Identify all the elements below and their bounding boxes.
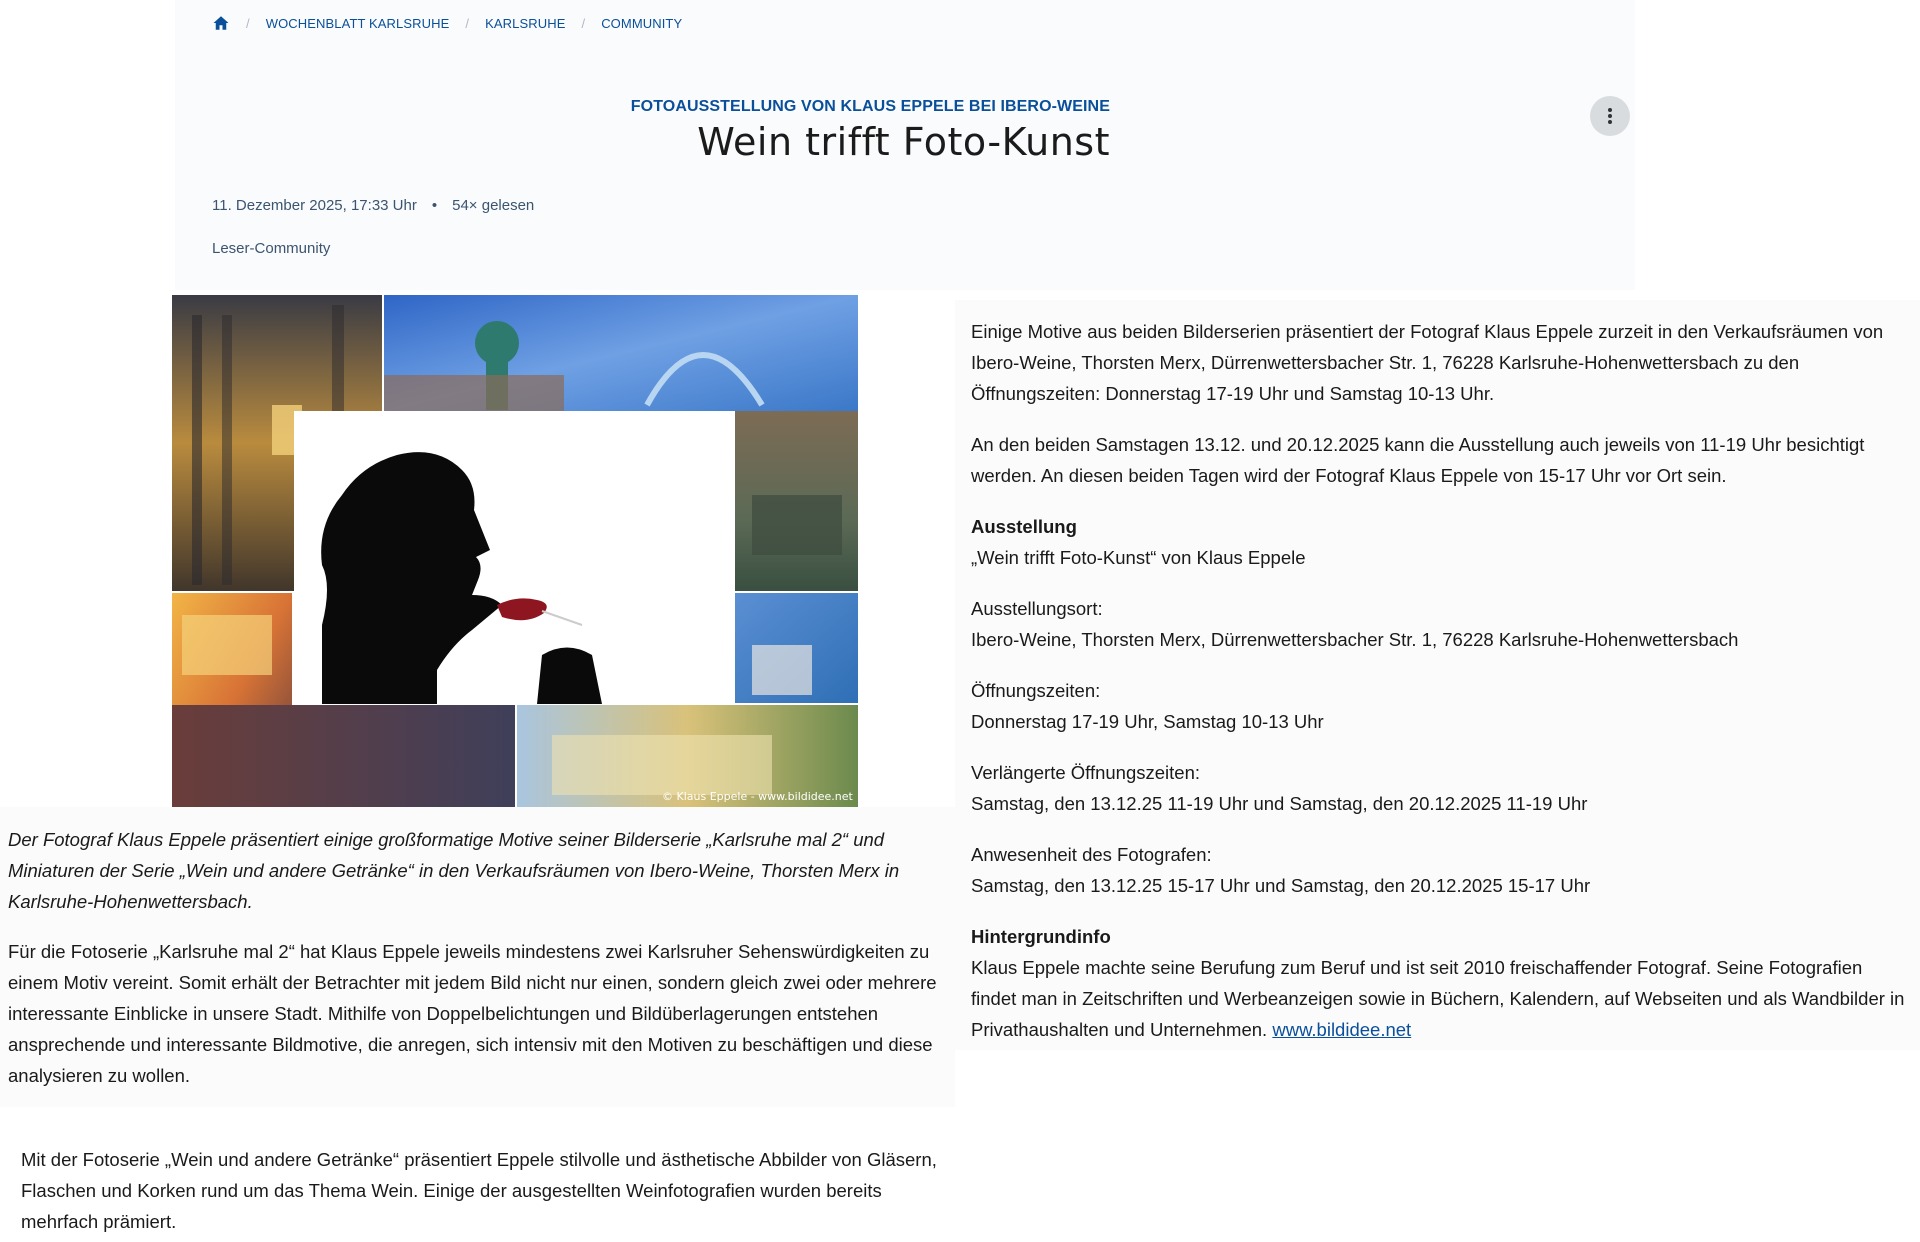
background-info-block: [971, 921, 1911, 1045]
extended-hours-label: Verlängerte Öffnungszeiten:: [971, 762, 1201, 783]
article-title: Wein trifft Foto-Kunst: [697, 120, 1110, 164]
opening-hours-label: Öffnungszeiten:: [971, 680, 1101, 701]
category-link[interactable]: Leser-Community: [212, 240, 331, 257]
opening-hours-block: [971, 675, 1911, 737]
breadcrumb-item-wochenblatt[interactable]: WOCHENBLATT KARLSRUHE: [265, 15, 450, 31]
extended-hours-block: [971, 757, 1911, 819]
breadcrumb-item-community[interactable]: COMMUNITY: [601, 15, 683, 31]
image-watermark: © Klaus Eppele - www.bildidee.net: [662, 790, 853, 803]
article-paragraph: Einige Motive aus beiden Bilderserien präsentiert der Fotograf Klaus Eppele zurzeit in den Verkaufsräumen von Ibero-Weine, Thorsten Merx, Dürrenwettersbacher Str. 1, 76228 Karlsruhe-Hohenwettersbach zu den Öffnungszeiten: Donnerstag 17-19 Uhr und Samstag 10-13 Uhr.: [971, 321, 1884, 404]
article-meta: [212, 197, 534, 214]
article-paragraph: Mit der Fotoserie „Wein und andere Getränke“ präsentiert Eppele stilvolle und ästhetische Abbilder von Gläsern, Flaschen und Korken rund um das Thema Wein. Einige der ausgestellten Weinfotografien wurden bereits mehrfach prämiert.: [21, 1149, 937, 1232]
publish-date: 11. Dezember 2025, 17:33 Uhr: [212, 197, 417, 214]
photographer-presence-block: [971, 839, 1911, 901]
article-collage-image[interactable]: [172, 295, 858, 807]
more-vert-icon: [1607, 107, 1613, 125]
article-details: [971, 316, 1911, 1065]
location-block: [971, 593, 1911, 655]
breadcrumb-separator: /: [465, 15, 470, 31]
website-link[interactable]: www.bildidee.net: [1272, 1019, 1412, 1040]
location-value: Ibero-Weine, Thorsten Merx, Dürrenwettersbacher Str. 1, 76228 Karlsruhe-Hohenwettersbach: [971, 629, 1739, 650]
photographer-presence-value: Samstag, den 13.12.25 15-17 Uhr und Samstag, den 20.12.2025 15-17 Uhr: [971, 875, 1591, 896]
article-kicker: FOTOAUSSTELLUNG VON KLAUS EPPELE BEI IBERO-WEINE: [630, 98, 1110, 115]
extended-hours-value: Samstag, den 13.12.25 11-19 Uhr und Samstag, den 20.12.2025 11-19 Uhr: [971, 793, 1588, 814]
exhibition-block: [971, 511, 1911, 573]
breadcrumb-separator: /: [581, 15, 586, 31]
exhibition-value: „Wein trifft Foto-Kunst“ von Klaus Eppele: [971, 547, 1306, 568]
meta-separator: •: [431, 197, 438, 214]
breadcrumb-item-karlsruhe[interactable]: KARLSRUHE: [485, 15, 566, 31]
image-caption: Der Fotograf Klaus Eppele präsentiert einige großformatige Motive seiner Bilderserie „Karlsruhe mal 2“ und Miniaturen der Serie „Wein und andere Getränke“ in den Verkaufsräumen von Ibero-Weine, Thorsten Merx in Karlsruhe-Hohenwettersbach.: [8, 829, 900, 912]
background-info-label: Hintergrundinfo: [971, 926, 1111, 947]
opening-hours-value: Donnerstag 17-19 Uhr, Samstag 10-13 Uhr: [971, 711, 1324, 732]
read-count: 54× gelesen: [452, 197, 535, 214]
article-paragraph: Für die Fotoserie „Karlsruhe mal 2“ hat Klaus Eppele jeweils mindestens zwei Karlsruher Sehenswürdigkeiten zu einem Motiv vereint. Somit erhält der Betrachter mit jedem Bild nicht nur einen, sondern gleich zwei oder mehrere interessante Einblicke in unsere Stadt. Mithilfe von Doppelbelichtungen und Bildüberlagerungen entstehen ansprechende und interessante Bildmotive, die anregen, sich intensiv mit den Motiven zu beschäftigen und diese analysieren zu wollen.: [8, 941, 937, 1086]
photographer-presence-label: Anwesenheit des Fotografen:: [971, 844, 1212, 865]
more-options-button[interactable]: [1590, 96, 1630, 136]
breadcrumb: [212, 14, 682, 32]
background-info-text: Klaus Eppele machte seine Berufung zum Beruf und ist seit 2010 freischaffender Fotograf. Seine Fotografien findet man in Zeitschriften und Werbeanzeigen sowie in Büchern, Kalendern, auf Webseiten und als Wandbilder in Privathaushalten und Unternehmen.: [971, 957, 1905, 1040]
home-icon[interactable]: [212, 14, 230, 32]
location-label: Ausstellungsort:: [971, 598, 1103, 619]
breadcrumb-separator: /: [246, 15, 250, 31]
exhibition-label: Ausstellung: [971, 516, 1077, 537]
article-paragraph: An den beiden Samstagen 13.12. und 20.12.2025 kann die Ausstellung auch jeweils von 11-19 Uhr besichtigt werden. An diesen beiden Tagen wird der Fotograf Klaus Eppele von 15-17 Uhr vor Ort sein.: [971, 434, 1865, 486]
